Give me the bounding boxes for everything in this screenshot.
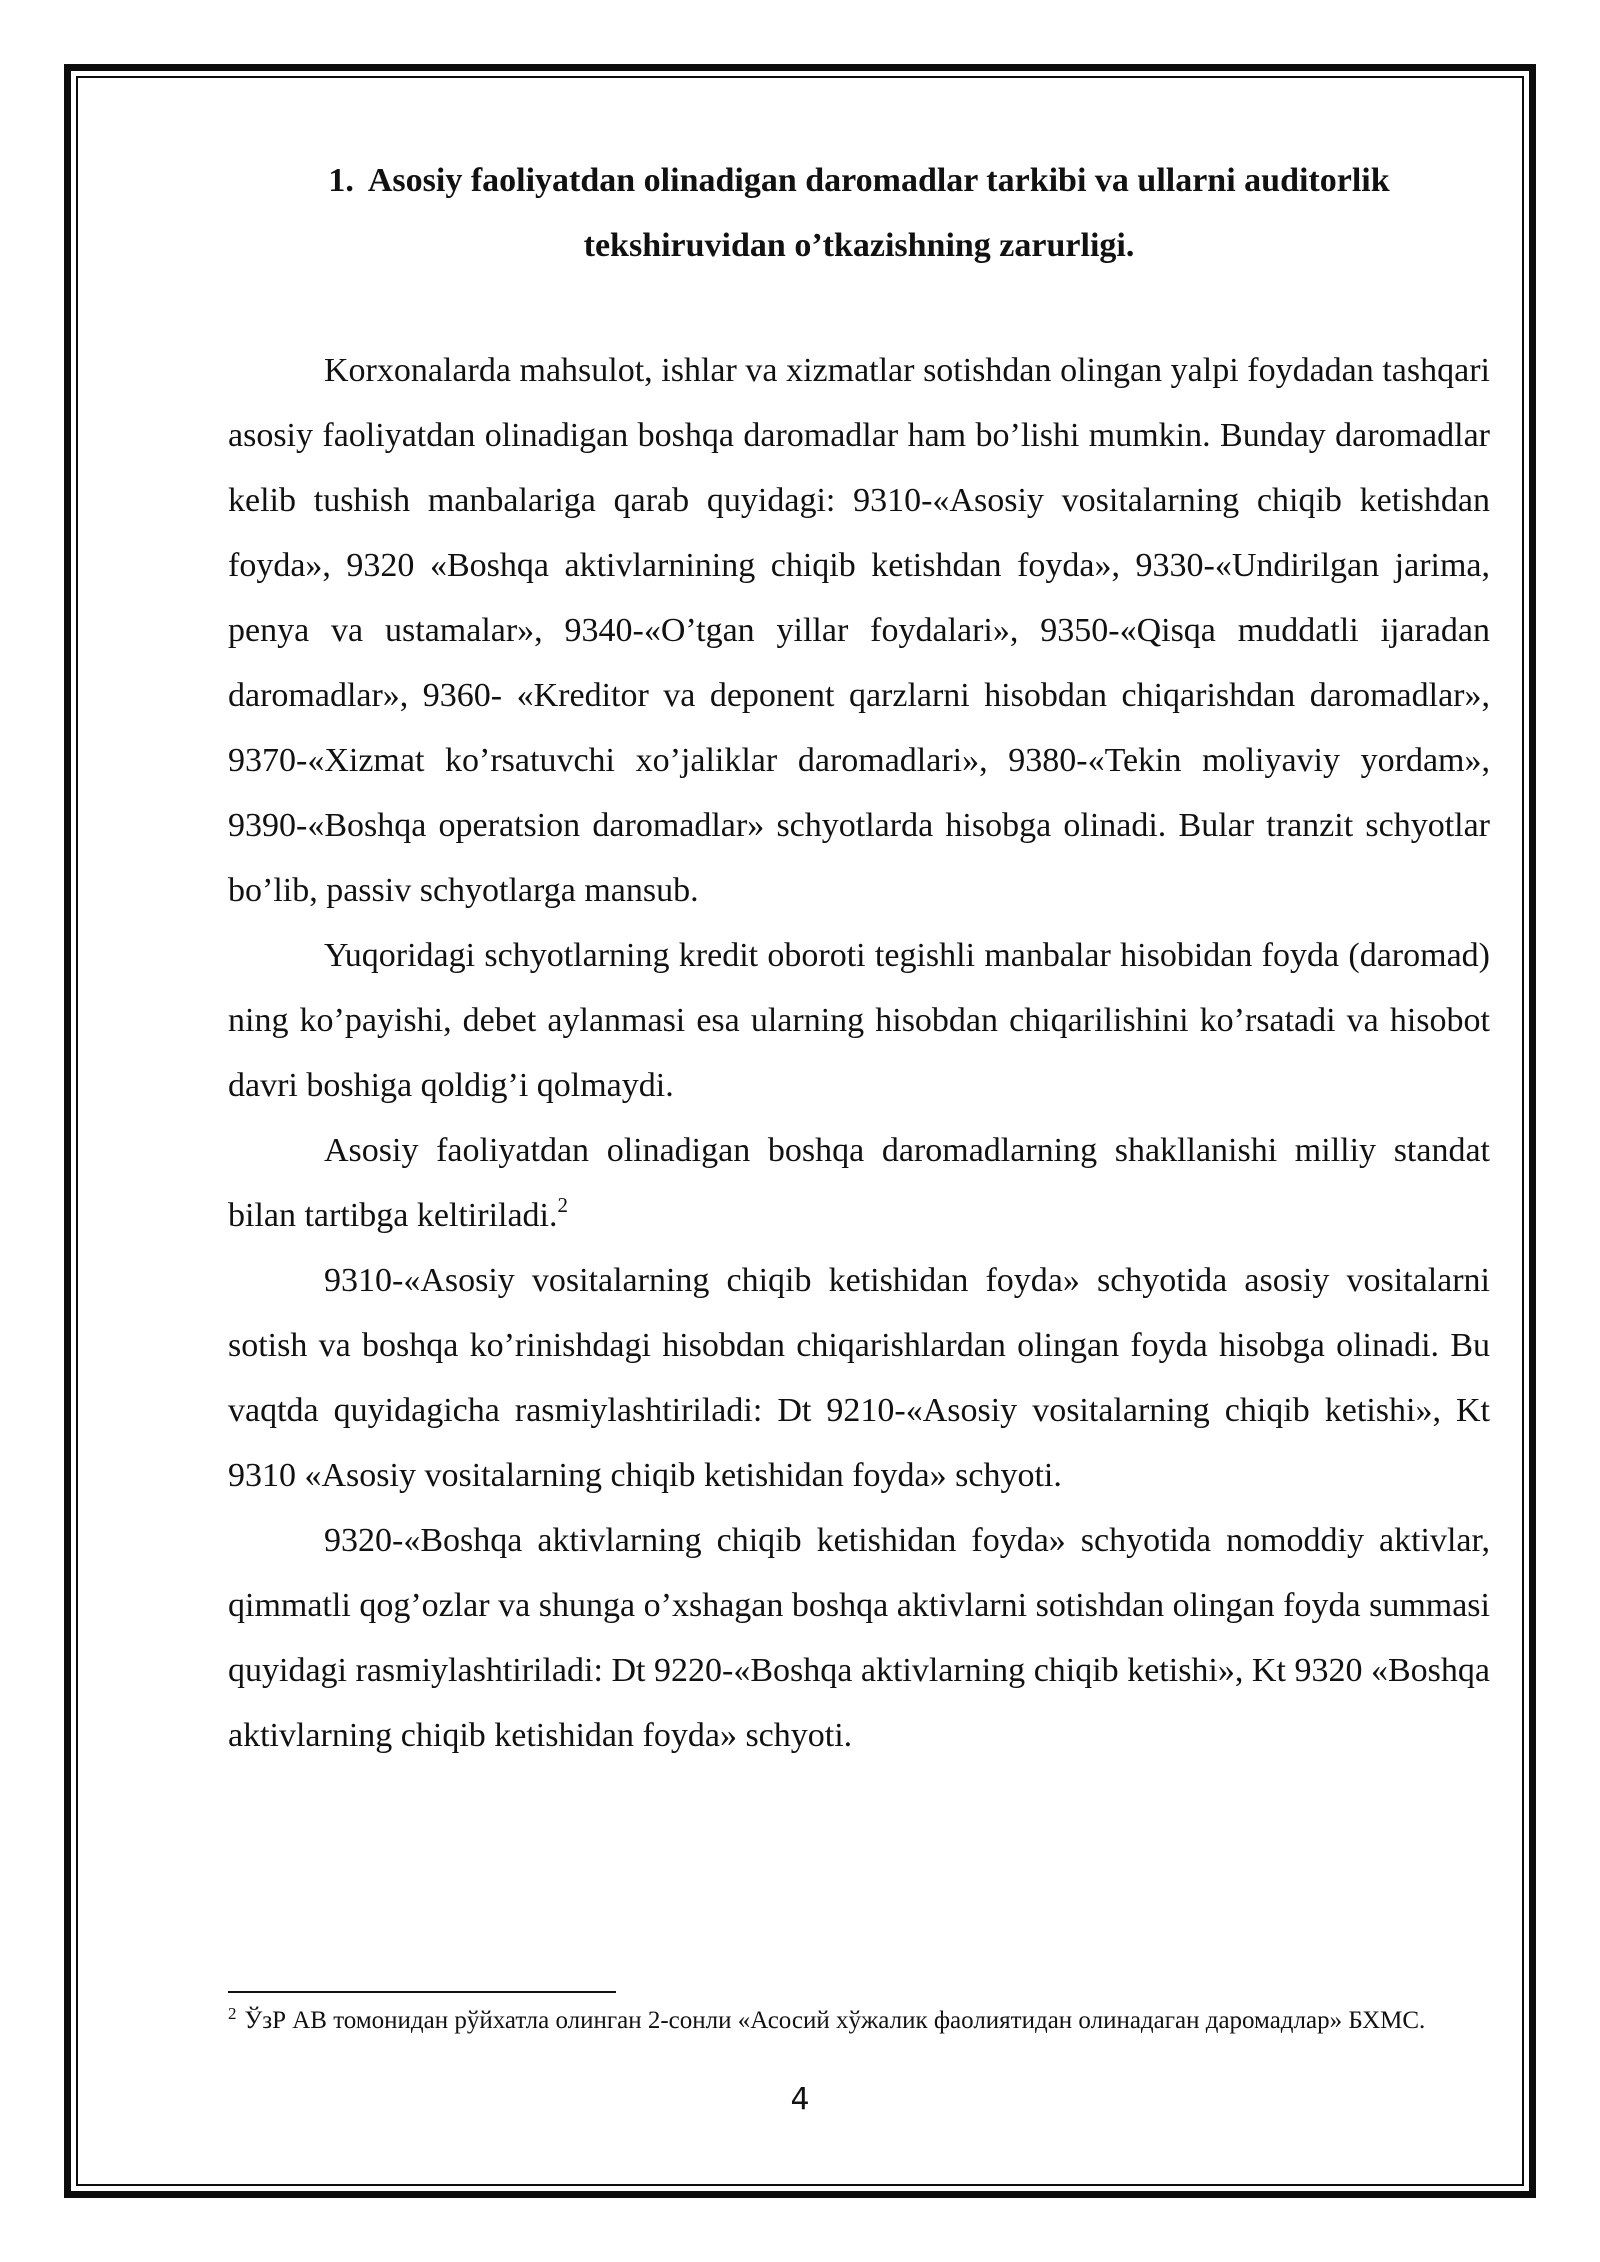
footnote-marker: 2 <box>228 2003 237 2023</box>
section-heading <box>228 148 1490 278</box>
paragraph-3-text: Asosiy faoliyatdan olinadigan boshqa daromadlarning shakllanishi milliy standat bilan tartibga keltiriladi. <box>228 1132 1490 1234</box>
paragraph-1 <box>228 338 1490 923</box>
paragraph-4 <box>228 1248 1490 1508</box>
paragraph-2-text: Yuqoridagi schyotlarning kredit oboroti tegishli manbalar hisobidan foyda (daromad) ning ko’payishi, debet aylanmasi esa ularning hisobdan chiqarilishini ko’rsatadi va hisobot davri boshiga qoldig’i qolmaydi. <box>228 937 1490 1104</box>
footnote <box>228 2005 1490 2037</box>
document-body <box>228 338 1490 1768</box>
paragraph-3 <box>228 1118 1490 1248</box>
paragraph-5 <box>228 1508 1490 1768</box>
paragraph-4-text: 9310-«Asosiy vositalarning chiqib ketishidan foyda» schyotida asosiy vositalarni sotish va boshqa ko’rinishdagi hisobdan chiqarishlardan olingan foyda hisobga olinadi. Bu vaqtda quyidagicha rasmiylashtiriladi: Dt 9210-«Asosiy vositalarning chiqib ketishi», Kt 9310 «Asosiy vositalarning chiqib ketishidan foyda» schyoti. <box>228 1262 1490 1494</box>
page-number: 4 <box>790 2082 810 2117</box>
paragraph-5-text: 9320-«Boshqa aktivlarning chiqib ketishidan foyda» schyotida nomoddiy aktivlar, qimmatli qog’ozlar va shunga o’xshagan boshqa aktivlarni sotishdan olingan foyda summasi quyidagi rasmiylashtiriladi: Dt 9220-«Boshqa aktivlarning chiqib ketishi», Kt 9320 «Boshqa aktivlarning chiqib ketishidan foyda» schyoti. <box>228 1522 1490 1754</box>
section-title: Asosiy faoliyatdan olinadigan daromadlar tarkibi va ullarni auditorlik tekshiruvidan o’tkazishning zarurligi. <box>367 162 1390 264</box>
section-number: 1. <box>328 162 354 199</box>
footnote-separator <box>228 1991 616 1993</box>
footnote-reference[interactable]: 2 <box>557 1192 569 1217</box>
paragraph-1-text: Korxonalarda mahsulot, ishlar va xizmatlar sotishdan olingan yalpi foydadan tashqari asosiy faoliyatdan olinadigan boshqa daromadlar ham bo’lishi mumkin. Bunday daromadlar kelib tushish manbalariga qarab quyidagi: 9310-«Asosiy vositalarning chiqib ketishdan foyda», 9320 «Boshqa aktivlarnining chiqib ketishdan foyda», 9330-«Undirilgan jarima, penya va ustamalar», 9340-«O’tgan yillar foydalari», 9350-«Qisqa muddatli ijaradan daromadlar», 9360- «Kreditor va deponent qarzlarni hisobdan chiqarishdan daromadlar», 9370-«Xizmat ko’rsatuvchi xo’jaliklar daromadlari», 9380-«Tekin moliyaviy yordam», 9390-«Boshqa operatsion daromadlar» schyotlarda hisobga olinadi. Bular tranzit schyotlar bo’lib, passiv schyotlarga mansub. <box>228 352 1490 909</box>
footnote-text: ЎзР АВ томонидан рўйхатла олинган 2-сонли «Асосий хўжалик фаолиятидан олинадаган даромадлар» БХМС. <box>244 2007 1426 2034</box>
paragraph-2 <box>228 923 1490 1118</box>
